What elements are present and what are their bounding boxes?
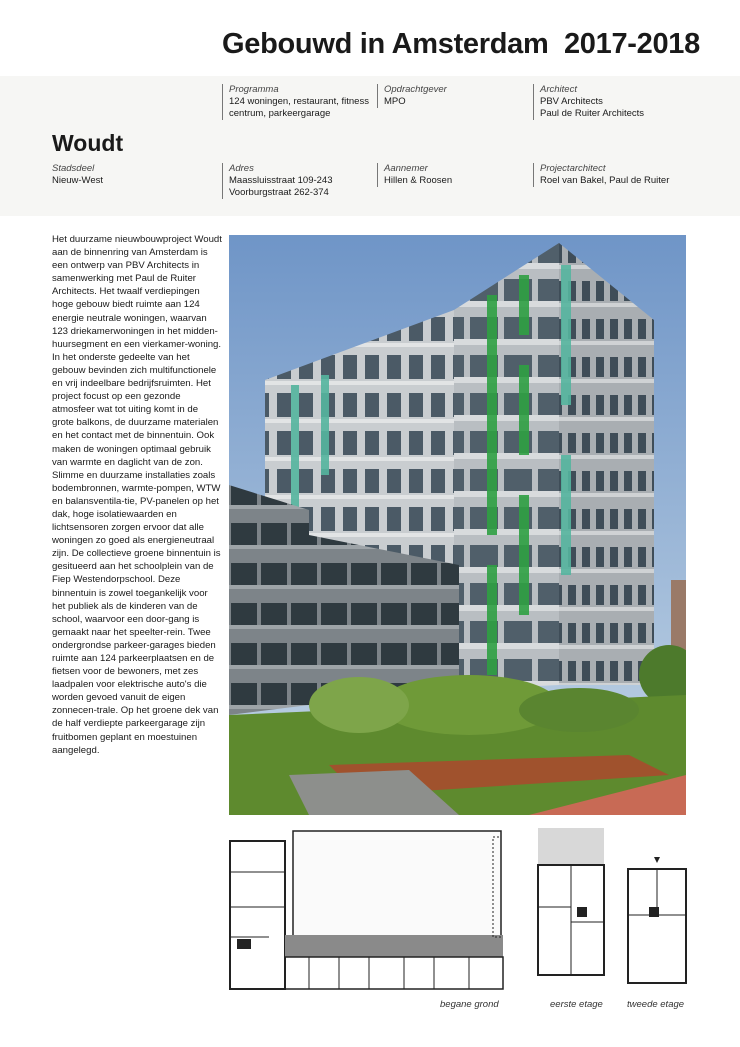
floor-plan-first xyxy=(537,827,605,977)
meta-value: Hillen & Roosen xyxy=(384,175,453,186)
meta-label: Projectarchitect xyxy=(540,163,606,174)
meta-label: Programma xyxy=(229,84,279,95)
meta-value: Maassluisstraat 109-243 Voorburgstraat 262-374 xyxy=(229,175,333,198)
meta-value: Roel van Bakel, Paul de Ruiter xyxy=(540,175,670,186)
caption-ground-floor: begane grond xyxy=(440,999,499,1010)
meta-label: Architect xyxy=(540,84,577,95)
meta-label: Aannemer xyxy=(384,163,428,174)
meta-programma xyxy=(222,84,379,120)
meta-label: Adres xyxy=(229,163,254,174)
meta-label: Opdrachtgever xyxy=(384,84,447,95)
meta-label: Stadsdeel xyxy=(52,163,95,174)
project-title: Woudt xyxy=(52,130,124,156)
meta-adres xyxy=(222,163,379,199)
meta-stadsdeel xyxy=(46,163,202,187)
meta-opdrachtgever xyxy=(377,84,534,108)
meta-value: PBV Architects Paul de Ruiter Architects xyxy=(540,96,645,119)
meta-value: 124 woningen, restaurant, fitness centrum, parkeergarage xyxy=(229,96,369,119)
article-body: Het duurzame nieuwbouwproject Woudt aan de binnenring van Amsterdam is een ontwerp van PBV Architects in samenwerking met Paul de Ruiter Architects. Het twaalf verdiepingen hoge gebouw biedt ruimte aan 124 energie neutrale woningen, waarvan 123 driekamerwoningen in het midden-huursegment en een vierkamer-woning. In het onderste gedeelte van het gebouw bevinden zich multifunctionele en vrij indeelbare bedrijfsruimten. Het project focust op een gezonde atmosfeer wat tot uiting komt in de grote balkons, de duurzame materialen en het contact met de binnentuin. Ook maken de woningen optimaal gebruik van warmte en daglicht van de zon. Slimme en duurzame installaties zoals bodembronnen, warmte-pompen, WTW en balansventila-tie, PV-panelen op het dak, hoge isolatiewaarden en lichtsensoren zorgen ervoor dat alle woningen zo goed als energieneutraal zijn. De collectieve groene binnentuin is gesitueerd aan het schoolplein van de Fiep Westendorpschool. Deze binnentuin is zowel toegankelijk voor het publiek als de kinderen van de school, waarvoor een door-gang is gemaakt naar het speelter-rein. Twee ondergrondse parkeer-garages bieden ruimte aan 124 parkeerplaatsen en de fietsen voor de bewoners, met zes laadpalen voor elektrische auto's die worden gevoed vanuit de eigen zonnecen-trale. Op het groene dek van de half verdiepte parkeergarage zijn fruitbomen geplant en moestuinen aangelegd. xyxy=(52,234,222,756)
page-title: Gebouwd in Amsterdam 2017-2018 xyxy=(222,28,700,60)
meta-projectarchitect xyxy=(533,163,690,187)
building-photo xyxy=(229,235,686,815)
meta-value: Nieuw-West xyxy=(52,175,104,186)
meta-architect xyxy=(533,84,690,120)
caption-first-floor: eerste etage xyxy=(550,999,603,1010)
floor-plan-second xyxy=(627,855,687,985)
caption-second-floor: tweede etage xyxy=(627,999,685,1010)
meta-value: MPO xyxy=(384,96,406,107)
meta-aannemer xyxy=(377,163,534,187)
floor-plan-ground xyxy=(229,827,507,999)
